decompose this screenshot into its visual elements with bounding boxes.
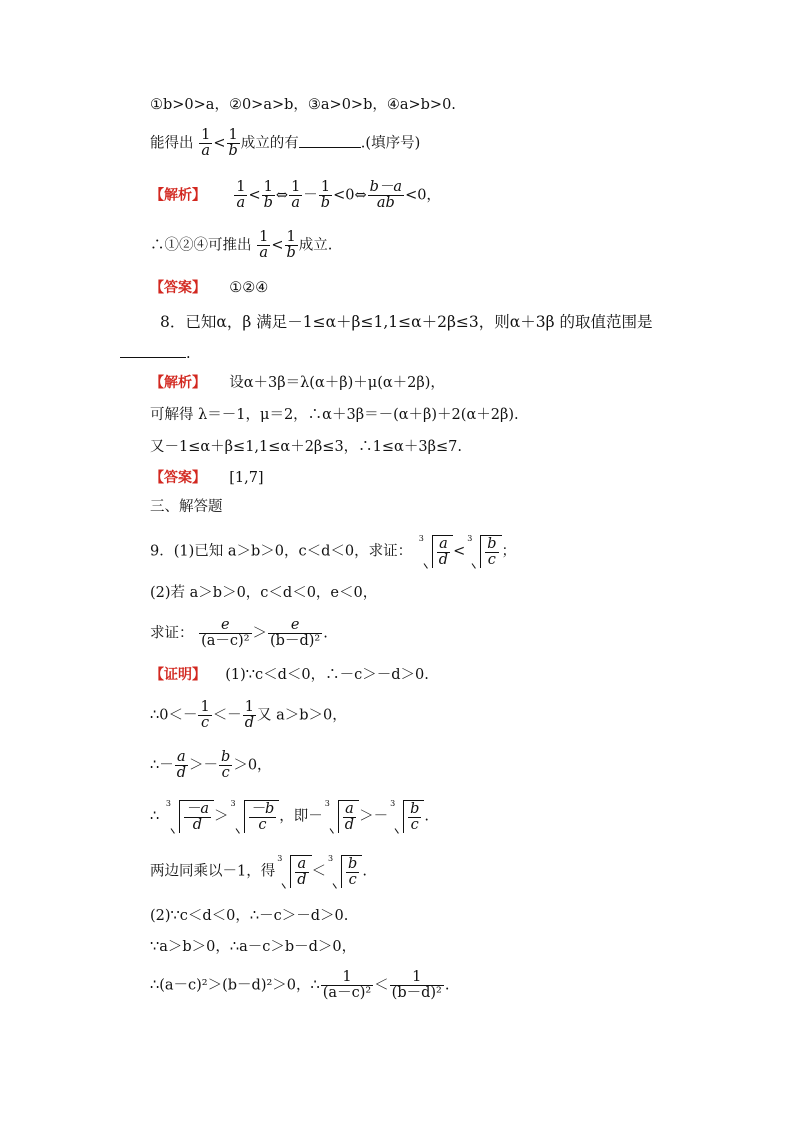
cube-root-a-over-d: 3 $\frac{a}{d}$: [325, 800, 359, 833]
fraction-1-over-b-minus-d-sq: $\frac{1}{\text{(b－d)²}}$: [391, 969, 442, 1002]
proof-line-1: 【证明】 (1)∵c＜d＜0，∴－c＞－d＞0.: [150, 667, 429, 683]
fraction-1-over-b: $\frac{1}{b}$: [320, 179, 331, 212]
fraction-1-over-b: $\frac{1}{b}$: [228, 127, 238, 160]
answer-blank: [120, 345, 186, 358]
proof-line-7: ∵a＞b＞0，∴a－c＞b－d＞0，: [150, 939, 357, 955]
question-line: 能得出 $\frac{1}{a}$ < $\frac{1}{b}$ 成立的有 .(填序号): [150, 127, 421, 160]
options-text: ①b>0>a，②0>a>b，③a>0>b，④a>b>0.: [150, 97, 456, 113]
analysis-line-2: ∴①②④可推出 $\frac{1}{a}$ < $\frac{1}{b}$ 成立.: [150, 229, 333, 262]
answer-value: [1,7]: [229, 470, 264, 486]
fraction-1-over-b: $\frac{1}{b}$: [286, 229, 296, 262]
cube-root-a-over-d: 3 $\frac{a}{d}$: [419, 535, 453, 568]
proof-line-5: 两边同乘以－1，得 3 $\frac{a}{d}$ ＜ 3 $\frac{b}{c}$ .: [150, 854, 367, 889]
question-9-prove: 求证： $\frac{e}{\text{(a－c)²}}$ ＞ $\frac{e}{\text{(b－d)²}}$ .: [150, 617, 328, 650]
cube-root-b-over-c: 3 $\frac{b}{c}$: [328, 855, 362, 888]
fraction-1-over-b: $\frac{1}{b}$: [263, 179, 273, 212]
question-9-part2: (2)若 a＞b＞0，c＜d＜0，e＜0，: [150, 585, 378, 601]
cube-root-neg-a-over-d: 3 $\frac{-a}{d}$: [166, 800, 214, 833]
analysis-line-1: 【解析】 $\frac{1}{a}$ < $\frac{1}{b}$ ⇔ $\frac{1}{a}$ － $\frac{1}{b}$ <0⇔ $\frac{b-a}{ab}$ <0，: [150, 179, 441, 212]
question-end: .(填序号): [360, 135, 421, 152]
answer-tag: 【答案】: [150, 280, 206, 296]
question-middle: 成立的有: [240, 135, 299, 152]
fraction-b-over-c: $\frac{b}{c}$: [221, 749, 231, 782]
fraction-1-over-a: $\frac{1}{a}$: [201, 127, 211, 160]
cube-root-a-over-d: 3 $\frac{a}{d}$: [277, 855, 311, 888]
answer-blank: [299, 135, 361, 148]
proof-line-8: ∴(a－c)²＞(b－d)²＞0，∴ $\frac{1}{\text{(a－c)²}}$ ＜ $\frac{1}{\text{(b－d)²}}$ .: [150, 969, 450, 1002]
options-line: [150, 98, 456, 113]
question-prefix: 能得出: [150, 135, 194, 152]
question-8-blank: .: [120, 345, 191, 362]
answer-tag: 【答案】: [150, 470, 206, 486]
cube-root-b-over-c: 3 $\frac{b}{c}$: [390, 800, 424, 833]
fraction-1-over-a: $\frac{1}{a}$: [236, 179, 246, 212]
question-8: 8．已知α，β 满足－1≤α＋β≤1,1≤α＋2β≤3，则α＋3β 的取值范围是: [160, 313, 653, 331]
analysis-line-4: 可解得 λ＝－1，μ＝2，∴α＋3β＝－(α＋β)＋2(α＋2β).: [150, 407, 519, 423]
fraction-a-over-d: $\frac{a}{d}$: [176, 749, 187, 782]
fraction-b-minus-a-over-ab: $\frac{b-a}{ab}$: [369, 179, 403, 212]
section-heading: 三、解答题: [150, 499, 223, 515]
answer-line-1: [150, 281, 268, 296]
proof-line-4: ∴ 3 $\frac{-a}{d}$ ＞ 3 $\frac{-b}{c}$ ，即－ 3 $\frac{a}{d}$ ＞－ 3 $\frac{b}{c}$ .: [150, 799, 429, 834]
fraction-1-over-d: $\frac{1}{d}$: [244, 699, 254, 732]
analysis-tag: 【解析】: [150, 375, 206, 391]
fraction-1-over-a: $\frac{1}{a}$: [259, 229, 269, 262]
question-9-part1: 9．(1)已知 a＞b＞0，c＜d＜0，求证： 3 $\frac{a}{d}$ < 3 $\frac{b}{c}$ ；: [150, 534, 517, 569]
answer-line-2: [150, 471, 264, 486]
cube-root-neg-b-over-c: 3 $\frac{-b}{c}$: [231, 800, 280, 833]
proof-line-3: ∴－ $\frac{a}{d}$ ＞－ $\frac{b}{c}$ ＞0，: [150, 749, 272, 782]
answer-value: ①②④: [229, 280, 269, 296]
proof-tag: 【证明】: [150, 667, 206, 683]
analysis-line-5: 又－1≤α＋β≤1,1≤α＋2β≤3，∴1≤α＋3β≤7.: [150, 439, 462, 455]
analysis-tag: 【解析】: [150, 187, 206, 204]
fraction-1-over-a: $\frac{1}{a}$: [291, 179, 301, 212]
analysis-line-3: 【解析】 设α＋3β＝λ(α＋β)＋μ(α＋2β)，: [150, 375, 445, 391]
cube-root-b-over-c: 3 $\frac{b}{c}$: [467, 535, 501, 568]
fraction-1-over-c: $\frac{1}{c}$: [200, 699, 210, 732]
proof-line-6: (2)∵c＜d＜0，∴－c＞－d＞0.: [150, 908, 349, 924]
fraction-e-over-b-minus-d-sq: $\frac{e}{\text{(b－d)²}}$: [270, 617, 321, 650]
proof-line-2: ∴0＜－ $\frac{1}{c}$ ＜－ $\frac{1}{d}$ 又 a＞b＞0，: [150, 699, 347, 732]
fraction-e-over-a-minus-c-sq: $\frac{e}{\text{(a－c)²}}$: [201, 617, 250, 650]
fraction-1-over-a-minus-c-sq: $\frac{1}{\text{(a－c)²}}$: [322, 969, 372, 1002]
